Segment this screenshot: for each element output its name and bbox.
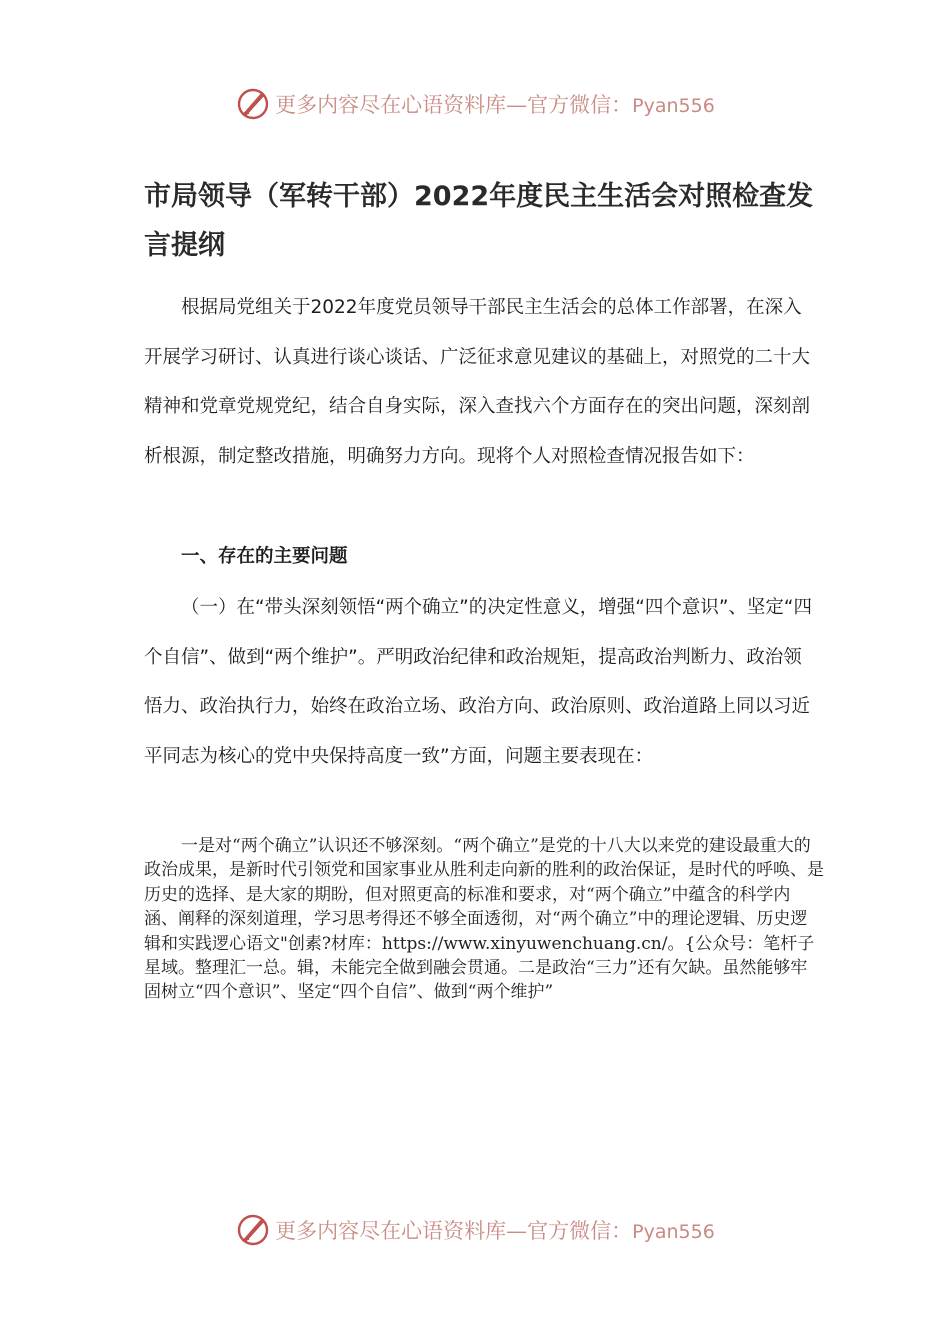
section-heading: 一、存在的主要问题	[181, 546, 348, 567]
banner-text: 更多内容尽在心语资料库—官方微信：Pyan556	[275, 93, 715, 117]
footer-watermark-banner	[0, 1210, 950, 1250]
wechat-id: Pyan556	[632, 95, 715, 117]
header-watermark-banner	[0, 84, 950, 124]
detail-paragraph: 一是对“两个确立”认识还不够深刻。“两个确立”是党的十八大以来党的建设最重大的政治成果，是新时代引领党和国家事业从胜利走向新的胜利的政治保证，是时代的呼唤、是历史的选择、是大家的期盼，但对照更高的标准和要求，对“两个确立”中蕴含的科学内涵、阐释的深刻道理，学习思考得还不够全面透彻，对“两个确立”中的理论逻辑、历史逻辑和实践逻心语文"创素?材库：https://www.xinyuwenchuang.cn/。{公众号：笔杆子星域。整理汇一总。辑，未能完全做到融会贯通。二是政治“三力”还有欠缺。虽然能够牢固树立“四个意识”、坚定“四个自信”、做到“两个维护”	[144, 836, 824, 1003]
wechat-id: Pyan556	[632, 1221, 715, 1243]
intro-paragraph: 根据局党组关于2022年度党员领导干部民主生活会的总体工作部署，在深入开展学习研讨、认真进行谈心谈话、广泛征求意见建议的基础上，对照党的二十大精神和党章党规党纪，结合自身实际，深入查找六个方面存在的突出问题，深刻剖析根源，制定整改措施，明确努力方向。现将个人对照检查情况报告如下：	[144, 297, 811, 467]
banner-text: 更多内容尽在心语资料库—官方微信：Pyan556	[275, 1219, 715, 1243]
quill-pen-logo-icon	[235, 1212, 271, 1248]
item-paragraph: （一）在“带头深刻领悟“两个确立”的决定性意义，增强“四个意识”、坚定“四个自信”、做到“两个维护”。严明政治纪律和政治规矩，提高政治判断力、政治领悟力、政治执行力，始终在政治立场、政治方向、政治原则、政治道路上同以习近平同志为核心的党中央保持高度一致”方面，问题主要表现在：	[144, 597, 813, 767]
quill-pen-logo-icon	[235, 86, 271, 122]
page-title: 市局领导（军转干部）2022年度民主生活会对照检查发言提纲	[144, 181, 814, 261]
